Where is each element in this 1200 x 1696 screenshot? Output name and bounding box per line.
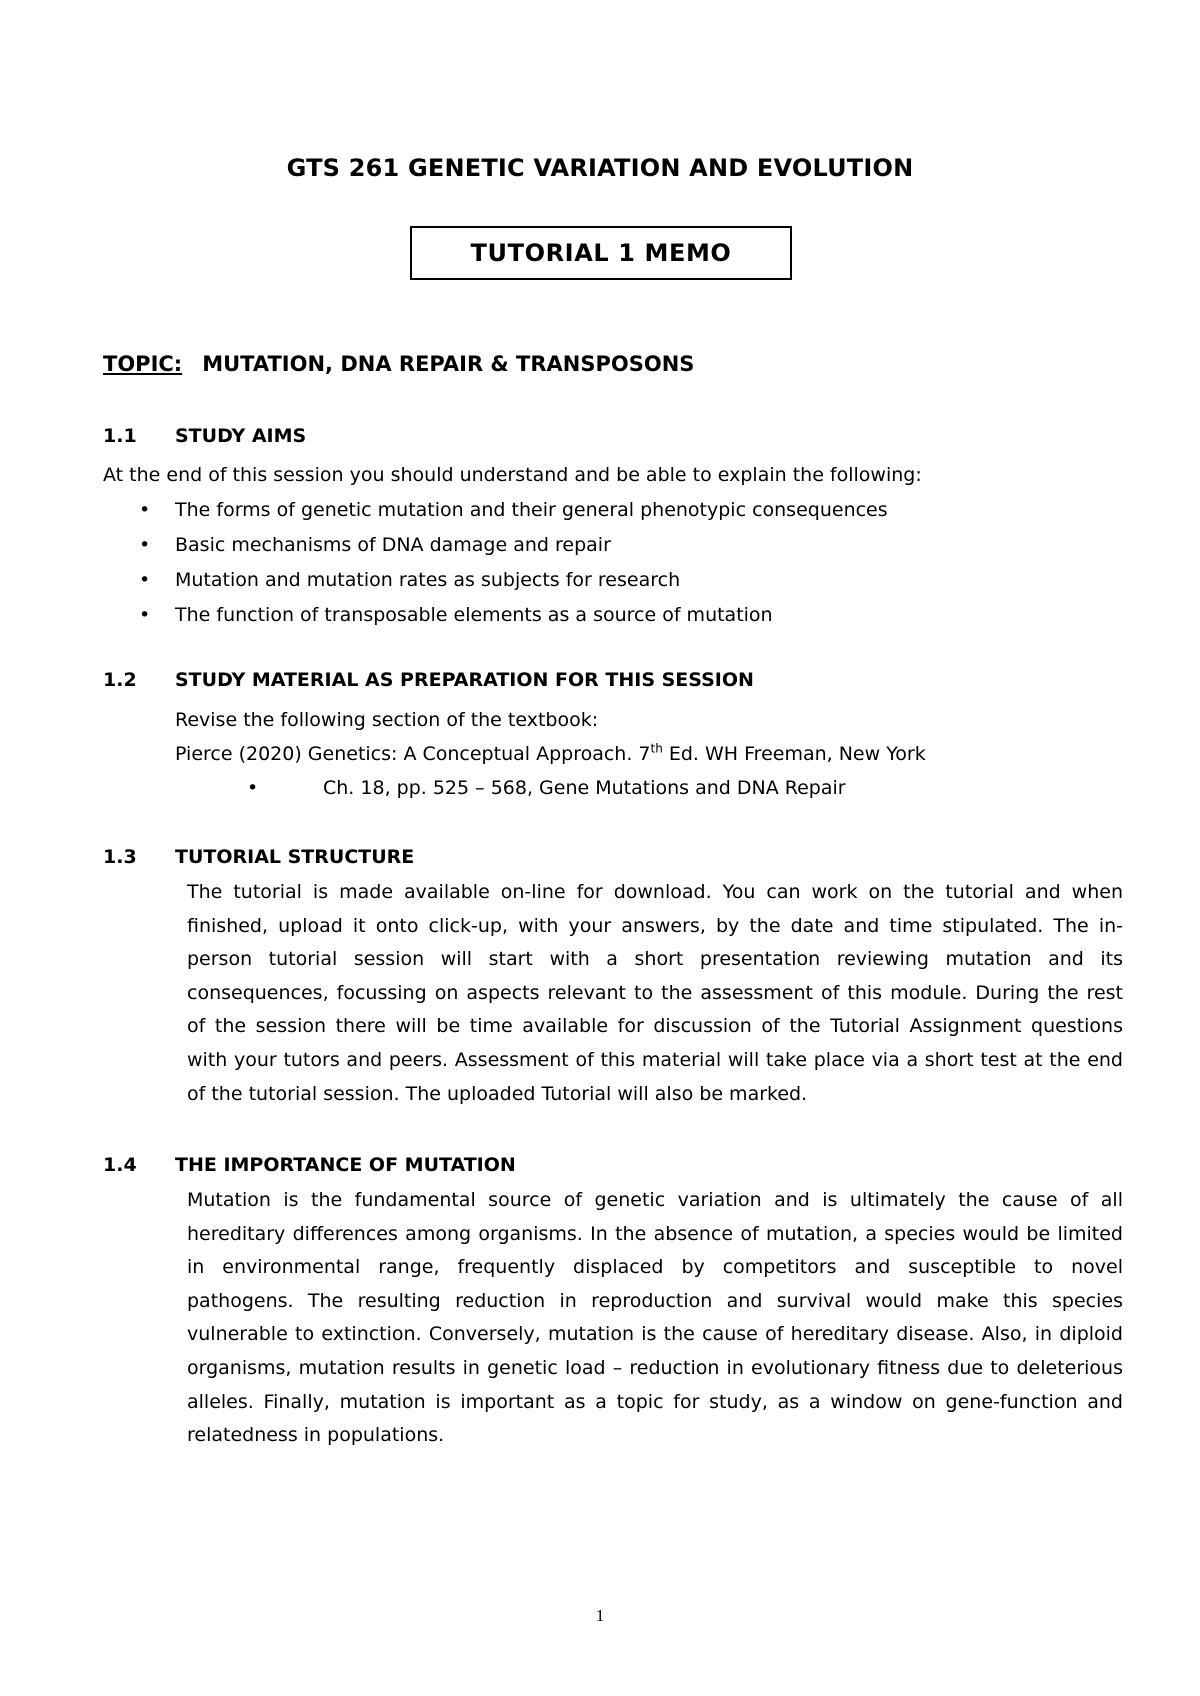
- bullet-icon: •: [139, 534, 151, 556]
- page-number: 1: [595, 1606, 605, 1625]
- textbook-reference: Pierce (2020) Genetics: A Conceptual Approach. 7th Ed. WH Freeman, New York: [175, 741, 926, 765]
- study-aims-intro: At the end of this session you should understand and be able to explain the following:: [103, 464, 922, 486]
- document-title: GTS 261 GENETIC VARIATION AND EVOLUTION: [286, 154, 914, 182]
- section-number: 1.1: [103, 425, 137, 447]
- section-title: TUTORIAL STRUCTURE: [175, 846, 415, 868]
- memo-title-box: [410, 226, 792, 280]
- section-heading-study-aims: [103, 425, 306, 447]
- bullet-icon: •: [247, 777, 259, 799]
- section-heading-study-material: [103, 669, 754, 691]
- study-aims-list: [103, 493, 888, 633]
- list-item: • Basic mechanisms of DNA damage and repair: [103, 528, 888, 563]
- topic-line: [103, 352, 694, 376]
- bullet-icon: •: [139, 604, 151, 626]
- section-number: 1.4: [103, 1154, 137, 1176]
- list-item: • Mutation and mutation rates as subjects for research: [103, 563, 888, 598]
- list-item: • The forms of genetic mutation and their general phenotypic consequences: [103, 493, 888, 528]
- topic-label: TOPIC:: [103, 352, 183, 376]
- importance-of-mutation-paragraph: Mutation is the fundamental source of genetic variation and is ultimately the cause of all hereditary differences among organisms. In the absence of mutation, a species would be limited in environmental range, frequently displaced by competitors and susceptible to novel pathogens. The resulting reduction in reproduction and survival would make this species vulnerable to extinction. Conversely, mutation is the cause of hereditary disease. Also, in diploid organisms, mutation results in genetic load – reduction in evolutionary fitness due to deleterious alleles. Finally, mutation is important as a topic for study, as a window on gene-function and relatedness in populations.: [187, 1189, 1123, 1447]
- list-item: • The function of transposable elements as a source of mutation: [103, 598, 888, 633]
- section-number: 1.3: [103, 846, 137, 868]
- section-title: STUDY AIMS: [175, 425, 307, 447]
- section-title: THE IMPORTANCE OF MUTATION: [175, 1154, 516, 1176]
- section-heading-tutorial-structure: [103, 846, 414, 868]
- tutorial-structure-paragraph: The tutorial is made available on-line for download. You can work on the tutorial and when finished, upload it onto click-up, with your answers, by the date and time stipulated. The in- person tutorial session will start with a short presentation reviewing mutation and its consequences, focussing on aspects relevant to the assessment of this module. During the rest of the session there will be time available for discussion of the Tutorial Assignment questions with your tutors and peers. Assessment of this material will take place via a short test at the end of the tutorial session. The uploaded Tutorial will also be marked.: [187, 881, 1123, 1105]
- section-heading-importance-of-mutation: [103, 1154, 516, 1176]
- study-material-instruction: Revise the following section of the textbook:: [175, 709, 599, 731]
- study-material-block: [175, 703, 926, 805]
- chapter-reference: • Ch. 18, pp. 525 – 568, Gene Mutations and DNA Repair: [175, 771, 926, 805]
- section-title: STUDY MATERIAL AS PREPARATION FOR THIS SESSION: [175, 669, 754, 691]
- memo-title: TUTORIAL 1 MEMO: [470, 239, 732, 267]
- bullet-icon: •: [139, 499, 151, 521]
- topic-value: MUTATION, DNA REPAIR & TRANSPOSONS: [202, 352, 695, 376]
- section-number: 1.2: [103, 669, 137, 691]
- bullet-icon: •: [139, 569, 151, 591]
